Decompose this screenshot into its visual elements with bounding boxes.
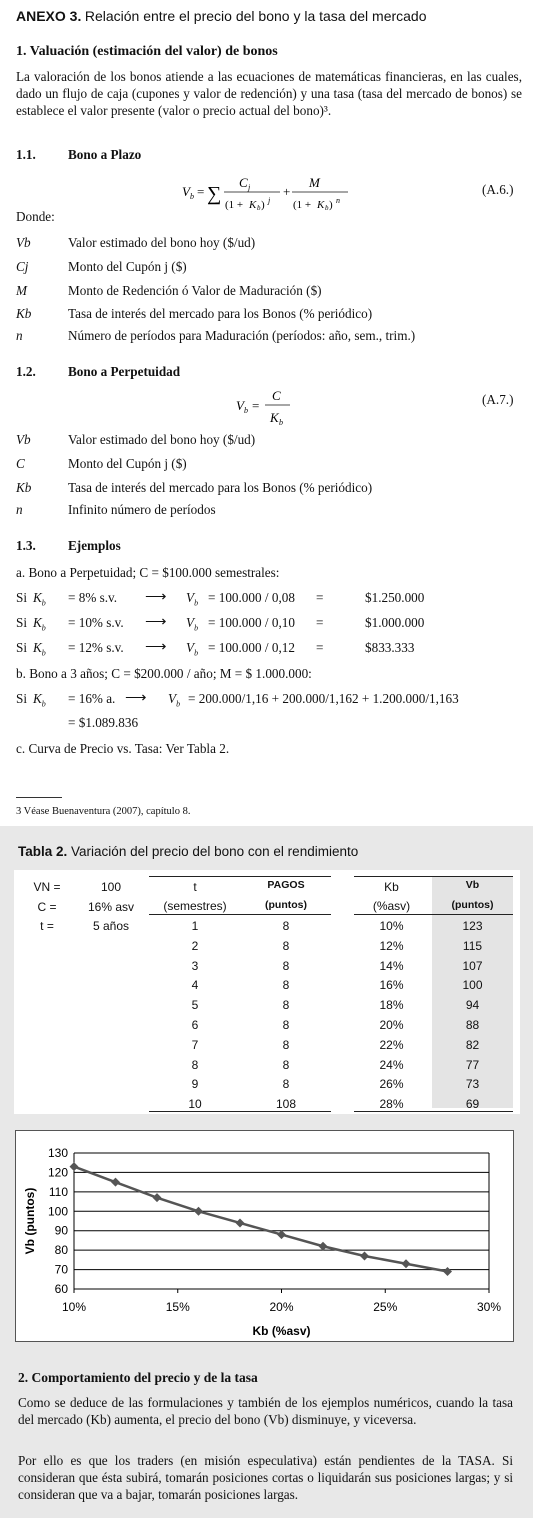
table-cell-t: 3 — [191, 958, 199, 973]
svg-text:j: j — [248, 183, 251, 192]
table-cell-vb: 115 — [462, 938, 483, 953]
s13-number: 1.3. — [16, 538, 36, 553]
table-cell-pagos: 8 — [282, 1077, 290, 1092]
data-point — [402, 1259, 411, 1268]
data-point — [443, 1267, 452, 1276]
x-tick-label: 15% — [165, 1300, 190, 1314]
svg-text:C: C — [272, 388, 281, 403]
svg-text:∑: ∑ — [207, 183, 222, 205]
formula-a6 — [176, 170, 356, 214]
var-desc: Tasa de interés del mercado para los Bonos (% periódico) — [68, 306, 373, 321]
svg-text:j: j — [268, 196, 271, 205]
s12-number: 1.2. — [16, 364, 36, 379]
var-symbol: Vb — [16, 235, 31, 250]
table-cell-pagos: 8 — [282, 938, 290, 953]
s12-title: Bono a Perpetuidad — [68, 364, 181, 379]
y-tick-label: 130 — [47, 1146, 68, 1160]
table-cell-kb: 12% — [379, 938, 404, 953]
si-label: Si — [16, 615, 27, 630]
annex-label: ANEXO 3. — [16, 8, 82, 24]
var-desc: Tasa de interés del mercado para los Bonos (% periódico) — [68, 480, 373, 495]
data-point — [236, 1218, 245, 1227]
table-cell-vb: 100 — [462, 978, 483, 993]
table-cell-t: 4 — [191, 978, 199, 993]
svg-text:C: C — [239, 175, 248, 190]
si-label: Si — [16, 590, 27, 605]
header-vb-sub: (puntos) — [451, 899, 494, 911]
var-symbol: M — [16, 283, 27, 298]
section2-heading: 2. Comportamiento del precio y de la tasa — [18, 1370, 258, 1385]
svg-text:K: K — [317, 199, 325, 211]
svg-text:V: V — [182, 184, 190, 199]
table-cell-vb: 107 — [462, 958, 483, 973]
result-value: $1.250.000 — [365, 590, 425, 605]
svg-text:K: K — [249, 199, 257, 211]
y-tick-label: 70 — [54, 1262, 68, 1277]
equals: = — [316, 590, 324, 605]
data-point — [319, 1242, 328, 1251]
svg-text:): ) — [261, 199, 265, 211]
data-point — [111, 1178, 120, 1187]
data-table — [14, 870, 520, 1114]
si-label: Si — [16, 640, 27, 655]
data-point — [360, 1251, 369, 1260]
svg-text:M: M — [309, 175, 320, 190]
var-symbol: C — [16, 456, 25, 471]
table-cell-pagos: 8 — [282, 919, 290, 933]
table-cell-vb: 94 — [465, 998, 480, 1013]
var-desc: Valor estimado del bono hoy ($/ud) — [68, 235, 256, 250]
table-cell-t: 2 — [191, 938, 199, 953]
svg-text:K: K — [270, 410, 279, 425]
calc-value: = 100.000 / 0,10 — [208, 615, 295, 630]
header-vb: Vb — [465, 879, 480, 891]
equals: = — [316, 615, 324, 630]
param-label: C = — [37, 900, 57, 914]
table-cell-t: 6 — [191, 1018, 199, 1032]
table-cell-vb: 82 — [465, 1037, 480, 1052]
equals: = — [316, 640, 324, 655]
y-tick-label: 120 — [47, 1165, 68, 1180]
var-symbol: Kb — [16, 480, 32, 495]
header-t: t — [193, 880, 197, 894]
svg-text:n: n — [336, 196, 340, 205]
table-cell-vb: 88 — [465, 1018, 480, 1032]
arrow-icon: ⟶ — [145, 639, 167, 655]
header-pagos: PAGOS — [267, 879, 305, 891]
var-desc: Monto del Cupón j ($) — [68, 456, 187, 471]
example-a-label: a. Bono a Perpetuidad; C = $100.000 semestrales: — [16, 565, 280, 580]
result-value: $833.333 — [365, 640, 415, 655]
var-symbol: Cj — [16, 259, 29, 274]
formula-a7 — [232, 382, 302, 428]
eq-number-a7: (A.7.) — [482, 392, 514, 407]
header-kb: Kb — [384, 880, 399, 894]
table-cell-vb: 69 — [465, 1097, 480, 1112]
var-symbol: n — [16, 328, 23, 343]
param-label: VN = — [33, 880, 61, 894]
param-value: 16% asv — [87, 900, 135, 914]
var-desc: Valor estimado del bono hoy ($/ud) — [68, 432, 256, 447]
x-tick-label: 20% — [269, 1300, 294, 1314]
calc-value: = 100.000 / 0,12 — [208, 640, 295, 655]
table-cell-t: 5 — [191, 998, 199, 1013]
svg-text:b: b — [325, 204, 329, 212]
svg-text:): ) — [329, 199, 333, 211]
svg-text:b: b — [279, 418, 283, 427]
table-cell-pagos: 8 — [282, 1057, 290, 1072]
header-kb-sub: (%asv) — [372, 899, 411, 913]
table-title-label: Tabla 2. — [18, 844, 68, 859]
var-symbol: Kb — [16, 306, 32, 321]
footnote-rule — [16, 797, 62, 798]
section1-intro: La valoración de los bonos atiende a las ecuaciones de matemáticas financieras, en las cuales, dado un flujo de caja (cupones y valor de redención) y una tasa (tasa del mercado de bonos) se establece el valor presente (valor o precio actual del bono)³. — [16, 69, 522, 118]
example-b-label: b. Bono a 3 años; C = $200.000 / año; M = $ 1.000.000: — [16, 666, 312, 681]
svg-text:b: b — [257, 204, 261, 212]
table-cell-vb: 77 — [465, 1057, 480, 1072]
var-desc: Infinito número de períodos — [68, 502, 216, 517]
svg-text:b: b — [190, 192, 194, 201]
section2-paragraph-1: Como se deduce de las formulaciones y también de los ejemplos numéricos, cuando la tasa del mercado (Kb) aumenta, el precio del bono (Vb) disminuye, y viceversa. — [18, 1395, 513, 1427]
param-label: t = — [40, 919, 54, 933]
data-point — [277, 1230, 286, 1239]
table-cell-vb: 73 — [465, 1077, 480, 1092]
table-title — [18, 844, 358, 859]
table-cell-kb: 22% — [379, 1037, 404, 1052]
kb-value: = 16% a. — [68, 691, 116, 706]
annex-title-text: Relación entre el precio del bono y la tasa del mercado — [84, 8, 427, 24]
svg-text:+: + — [283, 184, 291, 199]
example-c-label: c. Curva de Precio vs. Tasa: Ver Tabla 2. — [16, 741, 230, 756]
header-t-sub: (semestres) — [163, 899, 227, 913]
header-pagos-sub: (puntos) — [265, 899, 307, 911]
table-cell-pagos: 8 — [282, 1018, 290, 1032]
param-value: 100 — [100, 880, 122, 894]
table-cell-kb: 10% — [379, 919, 404, 933]
table-title-text: Variación del precio del bono con el rendimiento — [71, 844, 359, 859]
table-cell-t: 8 — [191, 1057, 199, 1072]
var-desc: Número de períodos para Maduración (períodos: año, sem., trim.) — [68, 328, 416, 343]
table-cell-kb: 20% — [379, 1018, 404, 1032]
y-axis-label: Vb (puntos) — [23, 1187, 37, 1255]
kb-value: = 10% s.v. — [68, 615, 124, 630]
result-value: = $1.089.836 — [68, 715, 139, 730]
s11-title: Bono a Plazo — [68, 147, 142, 162]
table-cell-pagos: 8 — [282, 978, 290, 993]
var-desc: Monto de Redención ó Valor de Maduración ($) — [68, 283, 322, 298]
kb-value: = 8% s.v. — [68, 590, 118, 605]
result-value: $1.000.000 — [365, 615, 425, 630]
chart-container — [15, 1130, 514, 1342]
series-line — [74, 1167, 448, 1272]
calc-value: = 200.000/1,16 + 200.000/1,162 + 1.200.000/1,163 — [188, 691, 459, 706]
footnote: 3 Véase Buenaventura (2007), capítulo 8. — [16, 806, 191, 817]
var-symbol: Vb — [16, 432, 31, 447]
var-desc: Monto del Cupón j ($) — [68, 259, 187, 274]
data-point — [70, 1162, 79, 1171]
eq-number-a6: (A.6.) — [482, 182, 514, 197]
table-cell-kb: 16% — [379, 978, 404, 993]
s13-title: Ejemplos — [68, 538, 121, 553]
table-cell-pagos: 8 — [282, 1037, 290, 1052]
table-cell-t: 9 — [191, 1077, 199, 1092]
table-cell-pagos: 8 — [282, 958, 290, 973]
svg-text:=: = — [252, 398, 260, 413]
si-label: Si — [16, 691, 27, 706]
x-axis-label: Kb (%asv) — [252, 1324, 311, 1338]
calc-value: = 100.000 / 0,08 — [208, 590, 295, 605]
x-tick-label: 25% — [373, 1300, 398, 1314]
svg-text:(1 +: (1 + — [225, 199, 244, 211]
arrow-icon: ⟶ — [125, 690, 147, 706]
s11-number: 1.1. — [16, 147, 36, 162]
y-tick-label: 110 — [48, 1184, 68, 1199]
table-cell-t: 10 — [188, 1097, 202, 1112]
table-cell-kb: 24% — [379, 1057, 404, 1072]
arrow-icon: ⟶ — [145, 614, 167, 630]
table-cell-kb: 18% — [379, 998, 404, 1013]
price-yield-chart — [16, 1131, 513, 1341]
svg-text:V: V — [236, 398, 244, 413]
table-cell-pagos: 8 — [282, 998, 290, 1013]
svg-text:b: b — [244, 406, 248, 415]
y-tick-label: 100 — [47, 1204, 68, 1219]
y-tick-label: 60 — [54, 1282, 68, 1296]
svg-text:=: = — [197, 184, 205, 199]
table-cell-kb: 26% — [379, 1077, 404, 1092]
svg-text:(1 +: (1 + — [293, 199, 312, 211]
table-cell-kb: 14% — [379, 958, 404, 973]
kb-value: = 12% s.v. — [68, 640, 124, 655]
section2-paragraph-2: Por ello es que los traders (en misión especulativa) están pendientes de la TASA. Si consideran que ésta subirá, tomarán posiciones cortas o liquidarán sus posiciones largas; y si consideran que va a bajar, tomarán posiciones largas. — [18, 1453, 513, 1502]
table-cell-t: 7 — [191, 1037, 199, 1052]
x-tick-label: 30% — [476, 1300, 502, 1314]
section1-heading: 1. Valuación (estimación del valor) de bonos — [16, 44, 278, 59]
x-tick-label: 10% — [61, 1300, 87, 1314]
annex-title — [16, 8, 427, 26]
y-tick-label: 80 — [54, 1243, 68, 1258]
table-cell-kb: 28% — [379, 1097, 404, 1112]
data-point — [153, 1193, 162, 1202]
arrow-icon: ⟶ — [145, 589, 167, 605]
donde-label: Donde: — [16, 209, 55, 224]
param-value: 5 años — [92, 919, 130, 933]
table-cell-pagos: 108 — [275, 1097, 297, 1112]
table-cell-t: 1 — [191, 919, 199, 933]
y-tick-label: 90 — [54, 1223, 68, 1238]
table-cell-vb: 123 — [462, 919, 483, 933]
data-point — [194, 1207, 203, 1216]
var-symbol: n — [16, 502, 23, 517]
